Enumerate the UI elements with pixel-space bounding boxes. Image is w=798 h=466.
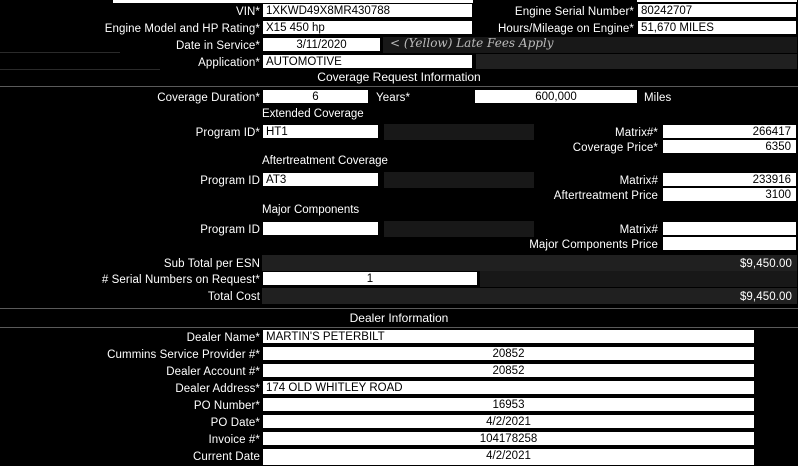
coverage-duration-label: Coverage Duration* bbox=[157, 92, 260, 104]
subtotal-per-esn-label: Sub Total per ESN bbox=[163, 258, 260, 270]
aftertreatment-matrix-label: Matrix# bbox=[619, 175, 658, 187]
top-crop-strip-right bbox=[637, 0, 797, 2]
coverage-request-section-header: Coverage Request Information bbox=[317, 70, 481, 84]
engine-serial-number-field[interactable]: 80242707 bbox=[637, 3, 797, 18]
major-components-price-field[interactable] bbox=[662, 236, 797, 251]
coverage-price-label: Coverage Price* bbox=[572, 142, 658, 154]
major-components-title: Major Components bbox=[262, 204, 360, 216]
cummins-service-provider-field[interactable]: 20852 bbox=[262, 346, 755, 361]
coverage-miles-field[interactable]: 600,000 bbox=[474, 89, 638, 104]
engine-serial-number-label: Engine Serial Number* bbox=[514, 6, 634, 18]
section-underline-dealer bbox=[0, 327, 798, 328]
aftertreatment-price-label: Aftertreatment Price bbox=[553, 190, 658, 202]
serial-numbers-count-label: # Serial Numbers on Request* bbox=[101, 274, 260, 286]
dealer-account-label: Dealer Account #* bbox=[166, 366, 260, 378]
engine-model-hp-field[interactable]: X15 450 hp bbox=[262, 20, 473, 35]
major-matrix-label: Matrix# bbox=[619, 224, 658, 236]
cummins-service-provider-label: Cummins Service Provider #* bbox=[107, 349, 260, 361]
vin-label: VIN* bbox=[235, 6, 260, 18]
dealer-information-section-header: Dealer Information bbox=[349, 311, 449, 325]
scan-smudge-right-2 bbox=[476, 54, 797, 69]
application-field[interactable]: AUTOMOTIVE bbox=[262, 54, 473, 69]
aftertreatment-price-field[interactable]: 3100 bbox=[662, 187, 797, 202]
coverage-price-field[interactable]: 6350 bbox=[662, 139, 797, 154]
aftertreatment-matrix-field[interactable]: 233916 bbox=[662, 172, 797, 187]
aftertreatment-program-id-field[interactable]: AT3 bbox=[262, 172, 379, 187]
extended-program-id-field[interactable]: HT1 bbox=[262, 124, 379, 139]
extended-coverage-title: Extended Coverage bbox=[262, 108, 364, 120]
extended-matrix-field[interactable]: 266417 bbox=[662, 124, 797, 139]
scan-smudge-mid-3 bbox=[384, 221, 534, 237]
divider-line-1 bbox=[0, 52, 120, 53]
po-date-label: PO Date* bbox=[210, 417, 260, 429]
dealer-name-field[interactable]: MARTIN'S PETERBILT bbox=[262, 329, 755, 344]
total-cost-value: $9,450.00 bbox=[739, 291, 792, 303]
dealer-address-label: Dealer Address* bbox=[175, 383, 260, 395]
aftertreatment-program-id-label: Program ID bbox=[200, 175, 260, 187]
current-date-field[interactable]: 4/2/2021 bbox=[262, 448, 755, 466]
hours-mileage-field[interactable]: 51,670 MILES bbox=[637, 20, 797, 35]
major-matrix-field[interactable] bbox=[662, 221, 797, 236]
major-components-price-label: Major Components Price bbox=[529, 239, 658, 251]
invoice-number-field[interactable]: 104178258 bbox=[262, 431, 755, 446]
invoice-number-label: Invoice #* bbox=[208, 434, 260, 446]
po-number-label: PO Number* bbox=[193, 400, 260, 412]
hours-mileage-label: Hours/Mileage on Engine* bbox=[497, 23, 634, 35]
dealer-name-label: Dealer Name* bbox=[186, 332, 260, 344]
scan-smudge-mid-2 bbox=[384, 172, 534, 188]
dealer-address-field[interactable]: 174 OLD WHITLEY ROAD bbox=[262, 380, 755, 395]
miles-label: Miles bbox=[644, 92, 672, 104]
major-program-id-field[interactable] bbox=[262, 221, 379, 236]
major-program-id-label: Program ID bbox=[200, 224, 260, 236]
dealer-account-field[interactable]: 20852 bbox=[262, 363, 755, 378]
vin-field[interactable]: 1XKWD49X8MR430788 bbox=[262, 3, 473, 18]
scan-smudge-mid-1 bbox=[384, 124, 534, 140]
date-in-service-field[interactable]: 3/11/2020 bbox=[262, 37, 381, 52]
current-date-label: Current Date bbox=[192, 451, 260, 463]
aftertreatment-coverage-title: Aftertreatment Coverage bbox=[262, 155, 388, 167]
extended-matrix-label: Matrix#* bbox=[615, 127, 658, 139]
late-fees-annotation: < (Yellow) Late Fees Apply bbox=[390, 36, 554, 50]
serial-numbers-count-field[interactable]: 1 bbox=[262, 271, 478, 286]
po-number-field[interactable]: 16953 bbox=[262, 397, 755, 412]
date-in-service-label: Date in Service* bbox=[175, 40, 260, 52]
total-cost-label: Total Cost bbox=[207, 291, 260, 303]
application-label: Application* bbox=[198, 57, 260, 69]
po-date-field[interactable]: 4/2/2021 bbox=[262, 414, 755, 429]
coverage-duration-field[interactable]: 6 bbox=[262, 89, 369, 104]
subtotal-per-esn-value: $9,450.00 bbox=[739, 258, 792, 270]
section-overline-dealer bbox=[0, 308, 798, 309]
scan-smudge-total-right bbox=[480, 271, 797, 287]
years-label: Years* bbox=[376, 92, 411, 104]
extended-program-id-label: Program ID* bbox=[195, 127, 260, 139]
engine-model-hp-label: Engine Model and HP Rating* bbox=[104, 23, 260, 35]
section-underline-coverage bbox=[0, 86, 798, 87]
